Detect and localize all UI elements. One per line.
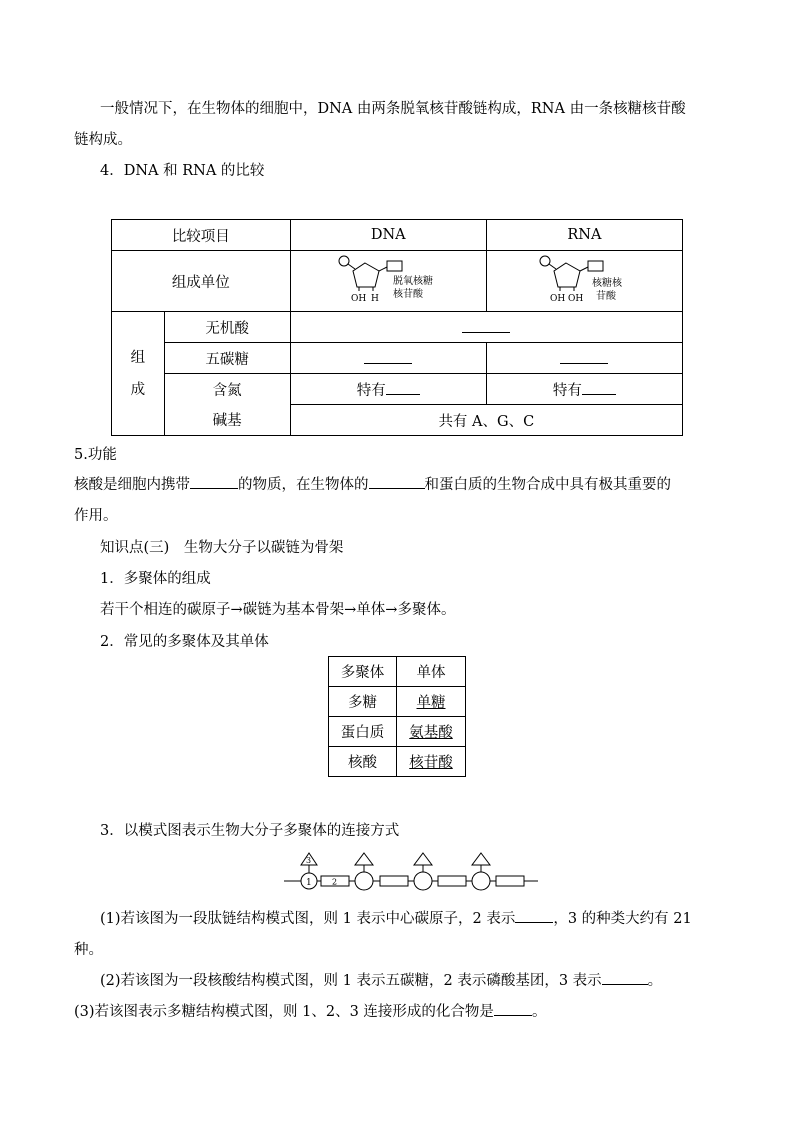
row-unit-label: 组成单位 xyxy=(112,251,291,312)
central-circle xyxy=(472,872,490,890)
rna-base-blank[interactable] xyxy=(582,380,616,395)
question-1-text-1: (1)若该图为一段肽链结构模式图，则 1 表示中心碳原子，2 表示 xyxy=(100,911,516,927)
side-group-triangle xyxy=(355,853,373,865)
side-group-triangle xyxy=(414,853,432,865)
question-3-text-2: 。 xyxy=(531,1004,547,1020)
question-2-text-1: (2)若该图为一段核酸结构模式图，则 1 表示五碳糖，2 表示磷酸基团，3 表示 xyxy=(100,973,602,989)
group-label-cell xyxy=(112,312,165,436)
group-label-1: 组 xyxy=(130,349,146,366)
central-circle xyxy=(414,872,432,890)
function-blank-2[interactable] xyxy=(369,474,425,489)
dna-base-blank[interactable] xyxy=(386,380,420,395)
section-5-title: 5.功能 xyxy=(74,447,117,463)
acid-blank[interactable] xyxy=(462,318,510,333)
question-1-line-2: 种。 xyxy=(74,942,103,958)
intro-line-1: 一般情况下，在生物体的细胞中，DNA 由两条脱氧核苷酸链构成，RNA 由一条核糖核苷酸 xyxy=(100,101,686,117)
group-label-2: 成 xyxy=(130,381,146,398)
diagram-label-3: 3 xyxy=(306,856,312,865)
ribonucleotide-diagram xyxy=(534,251,634,307)
dna-special-label: 特有 xyxy=(356,382,386,399)
row-base-label-2: 碱基 xyxy=(164,405,290,436)
question-3-text-1: (3)若该图表示多糖结构模式图，则 1、2、3 连接形成的化合物是 xyxy=(74,1004,494,1020)
rna-unit-label-2: 苷酸 xyxy=(596,291,617,302)
diagram-label-1: 1 xyxy=(306,878,312,888)
rna-unit-label-1: 核糖核 xyxy=(592,278,623,289)
link-rectangle xyxy=(380,876,408,886)
question-2-text-2: 。 xyxy=(647,973,663,989)
question-2-blank[interactable] xyxy=(602,970,648,985)
section-5-line-1 xyxy=(74,473,671,494)
poly-row-polymer: 蛋白质 xyxy=(329,717,397,747)
row-acid-label: 无机酸 xyxy=(164,312,290,343)
link-rectangle xyxy=(438,876,466,886)
row-sugar-label: 五碳糖 xyxy=(164,343,290,374)
poly-row-monomer: 氨基酸 xyxy=(397,717,466,747)
row-base-label-1: 含氮 xyxy=(164,374,290,405)
poly-row-monomer: 核苷酸 xyxy=(397,747,466,777)
dna-unit-cell xyxy=(290,251,486,312)
item-1-text: 若干个相连的碳原子→碳链为基本骨架→单体→多聚体。 xyxy=(100,602,456,618)
acid-answer-cell xyxy=(290,312,682,343)
dna-rna-comparison-table xyxy=(111,219,683,436)
question-3-blank[interactable] xyxy=(494,1001,532,1016)
function-text-3: 和蛋白质的生物合成中具有极其重要的 xyxy=(424,477,671,493)
dna-base-cell xyxy=(290,374,486,405)
header-item: 比较项目 xyxy=(112,220,291,251)
rna-oh1-label: OH xyxy=(550,294,566,304)
rna-base-cell xyxy=(486,374,682,405)
common-base-cell: 共有 A、G、C xyxy=(290,405,682,436)
question-1-blank[interactable] xyxy=(515,908,553,923)
rna-sugar-blank[interactable] xyxy=(560,349,608,364)
question-2-line xyxy=(100,969,662,990)
question-1-text-2: ，3 的种类大约有 21 xyxy=(553,911,692,927)
polymer-chain-diagram xyxy=(284,850,538,892)
header-rna: RNA xyxy=(486,220,682,251)
header-dna: DNA xyxy=(290,220,486,251)
dna-oh-label: OH xyxy=(351,294,367,304)
dna-unit-label-2: 核苷酸 xyxy=(393,289,424,300)
link-rectangle xyxy=(496,876,524,886)
poly-row-polymer: 多糖 xyxy=(329,687,397,717)
dna-sugar-cell xyxy=(290,343,486,374)
rna-sugar-cell xyxy=(486,343,682,374)
dna-h-label: H xyxy=(371,294,380,304)
question-1-line-1 xyxy=(100,907,692,928)
knowledge-point-3-title: 知识点(三) 生物大分子以碳链为骨架 xyxy=(100,540,344,556)
polymer-monomer-table xyxy=(328,656,466,777)
central-circle xyxy=(355,872,373,890)
question-3-line xyxy=(74,1000,546,1021)
poly-header-polymer: 多聚体 xyxy=(329,657,397,687)
item-1-title: 1．多聚体的组成 xyxy=(100,571,211,587)
poly-row-polymer: 核酸 xyxy=(329,747,397,777)
poly-header-monomer: 单体 xyxy=(397,657,466,687)
side-group-triangle xyxy=(472,853,490,865)
deoxyribonucleotide-diagram xyxy=(333,251,443,307)
dna-unit-label-1: 脱氧核糖 xyxy=(393,276,434,287)
rna-oh2-label: OH xyxy=(568,294,584,304)
item-3-title: 3．以模式图表示生物大分子多聚体的连接方式 xyxy=(100,823,400,839)
diagram-label-2: 2 xyxy=(332,877,338,887)
function-text-1: 核酸是细胞内携带 xyxy=(74,477,190,493)
section-4-title: 4．DNA 和 RNA 的比较 xyxy=(100,163,265,179)
rna-special-label: 特有 xyxy=(552,382,582,399)
rna-unit-cell xyxy=(486,251,682,312)
intro-line-2: 链构成。 xyxy=(74,132,132,148)
function-text-2: 的物质，在生物体的 xyxy=(238,477,369,493)
section-5-line-2: 作用。 xyxy=(74,508,118,524)
function-blank-1[interactable] xyxy=(190,474,238,489)
dna-sugar-blank[interactable] xyxy=(364,349,412,364)
item-2-title: 2．常见的多聚体及其单体 xyxy=(100,634,269,650)
poly-row-monomer: 单糖 xyxy=(397,687,466,717)
